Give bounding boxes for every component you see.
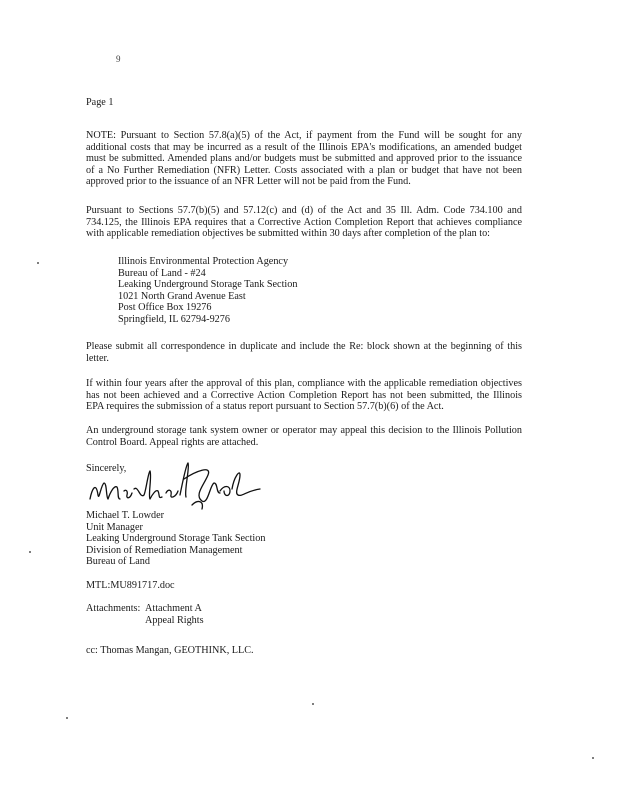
signer-title: Unit Manager [86, 521, 143, 533]
address-line: Illinois Environmental Protection Agency [118, 256, 289, 267]
page-label: Page 1 [86, 97, 114, 108]
signer-section: Leaking Underground Storage Tank Section [86, 533, 266, 545]
cc-line: cc: Thomas Mangan, GEOTHINK, LLC. [86, 645, 254, 656]
scan-speck [37, 262, 39, 264]
scan-speck [66, 717, 68, 719]
address-line: Leaking Underground Storage Tank Section [118, 279, 298, 291]
submit-paragraph: Please submit all correspondence in duplicate and include the Re: block shown at the beginning of this letter. [86, 341, 522, 364]
corner-mark: 9 [116, 54, 121, 64]
signer-division: Division of Remediation Management [86, 544, 243, 556]
reference-code: MTL:MU891717.doc [86, 580, 175, 591]
attachment-item: Attachment A [145, 603, 202, 614]
mailing-address [118, 256, 418, 326]
scan-speck [29, 551, 31, 553]
address-line: Post Office Box 19276 [118, 302, 212, 314]
signer-block [86, 510, 265, 568]
appeal-paragraph: An underground storage tank system owner or operator may appeal this decision to the Illinois Pollution Control Board. Appeal rights are attached. [86, 425, 522, 448]
signature-image [84, 455, 264, 517]
scan-speck [592, 757, 594, 759]
signature-text: Michael Lowder [84, 455, 91, 456]
pursuant-paragraph: Pursuant to Sections 57.7(b)(5) and 57.12(c) and (d) of the Act and 35 Ill. Adm. Code 734.100 and 734.125, the Illinois EPA requires that a Corrective Action Completion Report that achieves compliance with applicable remediation objectives be submitted within 30 days after completion of the plan to: [86, 205, 522, 240]
address-line: Springfield, IL 62794-9276 [118, 313, 230, 325]
closing: Sincerely, [86, 463, 127, 474]
scan-speck [312, 703, 314, 705]
address-line: Bureau of Land - #24 [118, 267, 206, 279]
note-paragraph: NOTE: Pursuant to Section 57.8(a)(5) of the Act, if payment from the Fund will be sought for any additional costs that may be incurred as a result of the Illinois EPA's modifications, an amended budget must be submitted. Amended plans and/or budgets must be submitted and approved prior to the issuance of a No Further Remediation (NFR) Letter. Costs associated with a plan or budget that have not been approved prior to the issuance of an NFR Letter will not be paid from the Fund. [86, 130, 522, 188]
attachments-label: Attachments: [86, 603, 141, 614]
four-years-paragraph: If within four years after the approval of this plan, compliance with the applicable remediation objectives has not been achieved and a Corrective Action Completion Report has not been submitted, the Illinois EPA requires the submission of a status report pursuant to Section 57.7(b)(6) of the Act. [86, 378, 522, 413]
signer-bureau: Bureau of Land [86, 556, 150, 568]
signer-name: Michael T. Lowder [86, 510, 164, 521]
address-line: 1021 North Grand Avenue East [118, 290, 246, 302]
attachment-item: Appeal Rights [145, 615, 204, 626]
